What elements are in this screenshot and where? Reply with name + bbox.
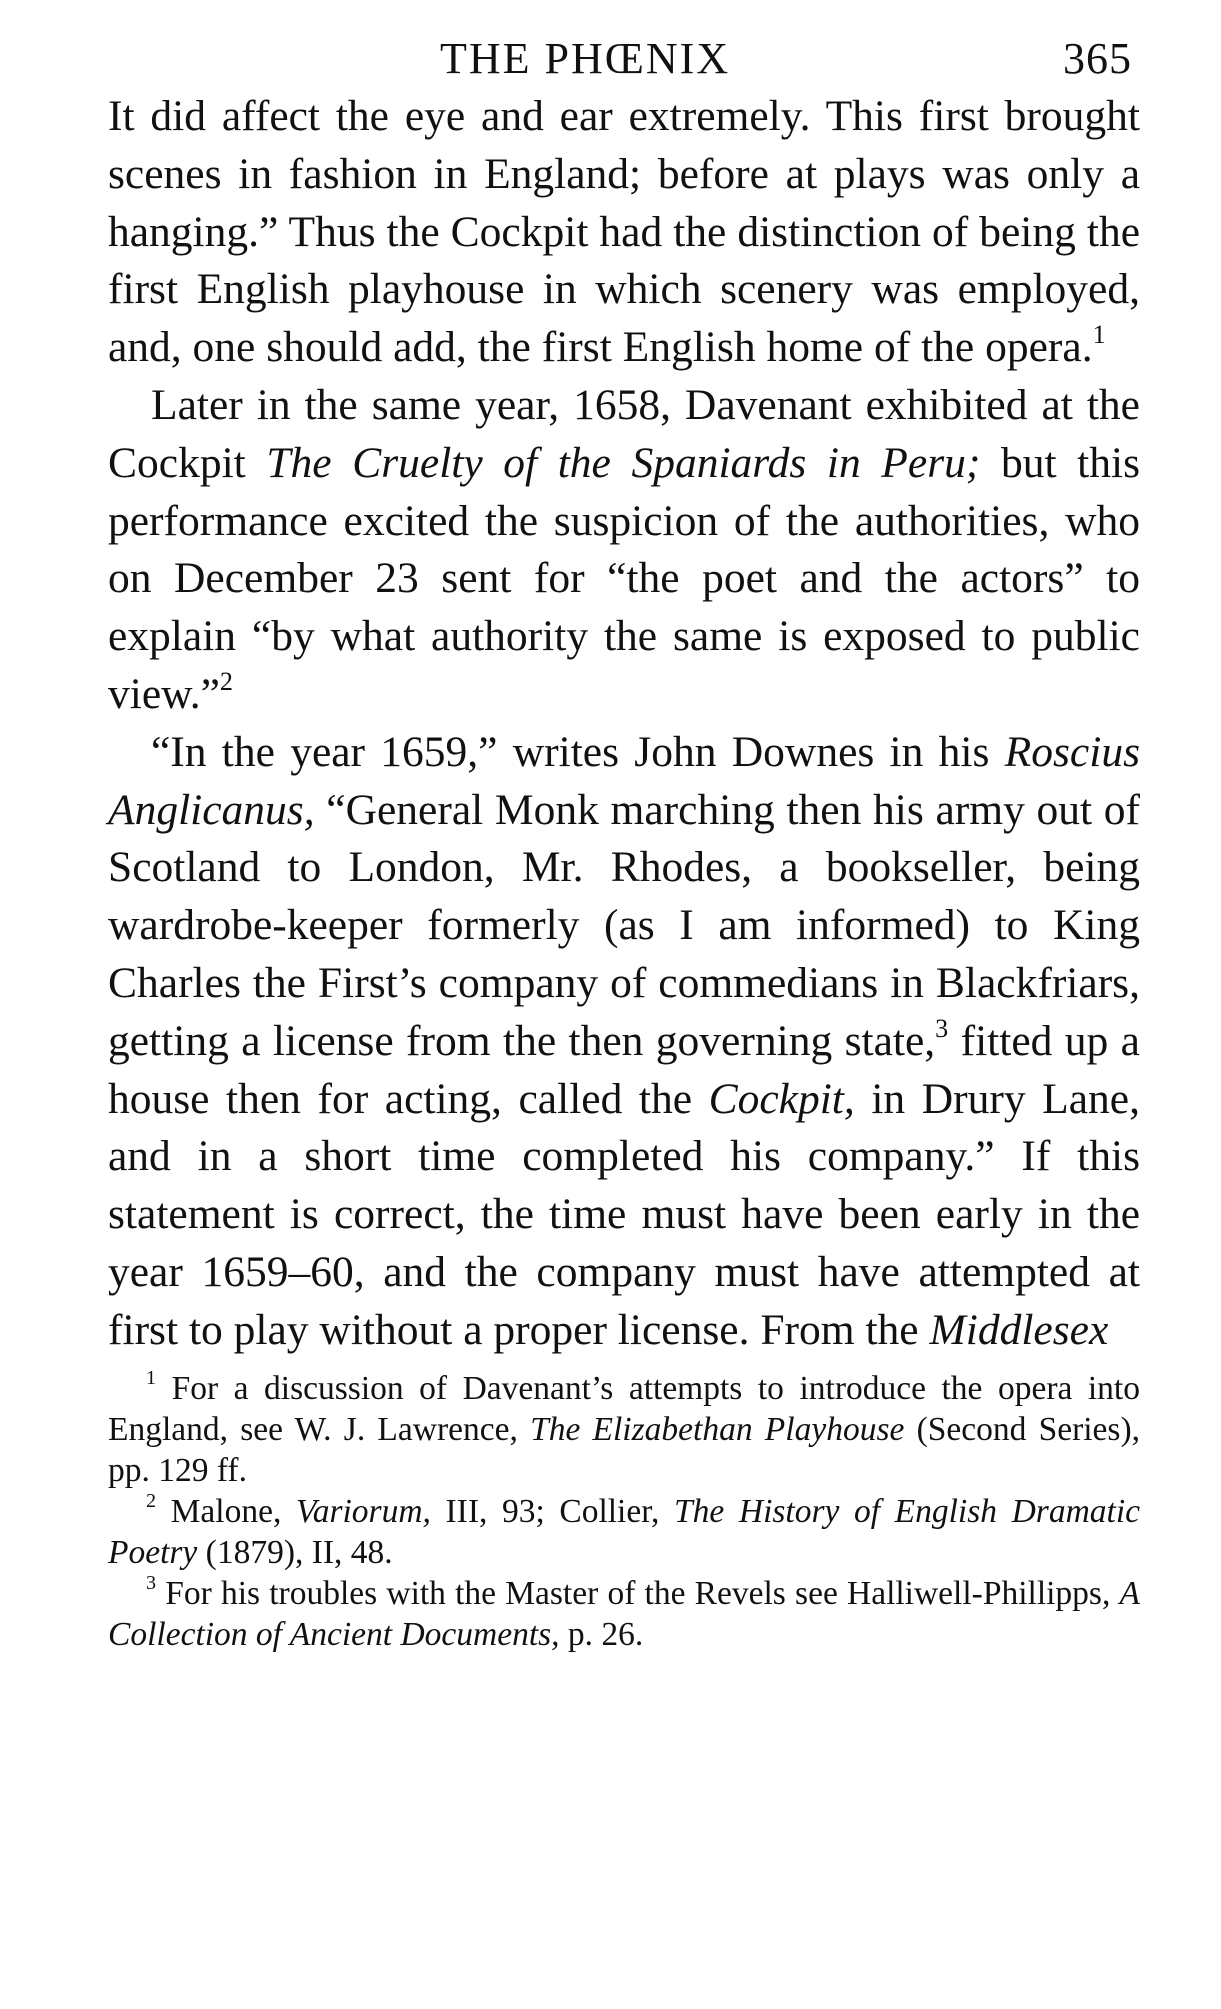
footnote-2-text-b: III, 93; Collier, [430,1492,675,1530]
footnote-ref-3: 3 [935,1013,949,1043]
paragraph-2-text-b: but this performance excited the suspicion of the authorities, who on December 23 sent for “the poet and the actors” to explain “by what authority the same is exposed to public view.” [108,438,1140,718]
paragraph-3 [108,724,1140,1360]
paragraph-3-text-b: “General Monk marching then his army out of Scotland to London, Mr. Rhodes, a bookseller, being wardrobe-keeper formerly (as I am informed) to King Charles the First’s company of commedians in Blackfriars, getting a license from the then governing state, [108,785,1140,1065]
footnote-3-number: 3 [146,1572,157,1595]
footnote-1 [108,1368,1140,1491]
footnote-3 [108,1573,1140,1655]
footnote-2-number: 2 [146,1490,157,1513]
body-text [108,88,1140,1360]
paragraph-2 [108,377,1140,724]
footnote-2 [108,1491,1140,1573]
paragraph-3-middlesex-italic: Middlesex [929,1305,1109,1354]
page-number: 365 [1063,34,1132,83]
footnote-ref-2: 2 [219,666,233,696]
footnote-1-text-b: (Second Series), pp. 129 ff. [108,1410,1140,1489]
footnote-2-work-title-1: Variorum, [295,1492,431,1530]
footnote-2-work-title-2: The History of English Dramatic Poetry [108,1492,1140,1571]
paragraph-3-text-d: in Drury Lane, and in a short time completed his company.” If this statement is correct, the time must have been early in the year 1659–60, and the company must have attempted at first to play without a proper license. From the [108,1074,1140,1354]
footnotes [108,1368,1140,1655]
book-page [108,30,1140,1655]
paragraph-3-work-title: Roscius Anglicanus, [108,727,1140,834]
paragraph-1-text: It did affect the eye and ear extremely. This first brought scenes in fashion in England; before at plays was only a hanging.” Thus the Cockpit had the distinction of being the first English playhouse in which scenery was employed, and, one should add, the first English home of the opera. [108,92,1140,372]
footnote-3-text-b: p. 26. [559,1615,644,1653]
paragraph-2-text-a: Later in the same year, 1658, Davenant exhibited at the Cockpit [108,380,1140,487]
running-title: THE PHŒNIX [440,34,731,83]
footnote-1-work-title: The Elizabethan Playhouse [530,1410,905,1448]
footnote-2-text-a: Malone, [156,1492,296,1530]
paragraph-3-text-a: “In the year 1659,” writes John Downes in his [151,727,1005,776]
paragraph-1 [108,88,1140,377]
paragraph-3-text-c: fitted up a house then for acting, called the [108,1016,1140,1123]
footnote-ref-1: 1 [1092,320,1106,350]
footnote-2-text-c: (1879), II, 48. [197,1533,393,1571]
footnote-3-work-title: A Collection of Ancient Documents, [108,1574,1140,1653]
footnote-1-text-a: For a discussion of Davenant’s attempts to introduce the opera into England, see W. J. Lawrence, [108,1369,1140,1448]
running-header [108,30,1140,88]
paragraph-2-work-title: The Cruelty of the Spaniards in Peru; [266,438,981,487]
footnote-3-text-a: For his troubles with the Master of the Revels see Halliwell-Phillipps, [156,1574,1120,1612]
paragraph-3-cockpit-italic: Cockpit, [708,1074,855,1123]
footnote-1-number: 1 [146,1367,157,1390]
